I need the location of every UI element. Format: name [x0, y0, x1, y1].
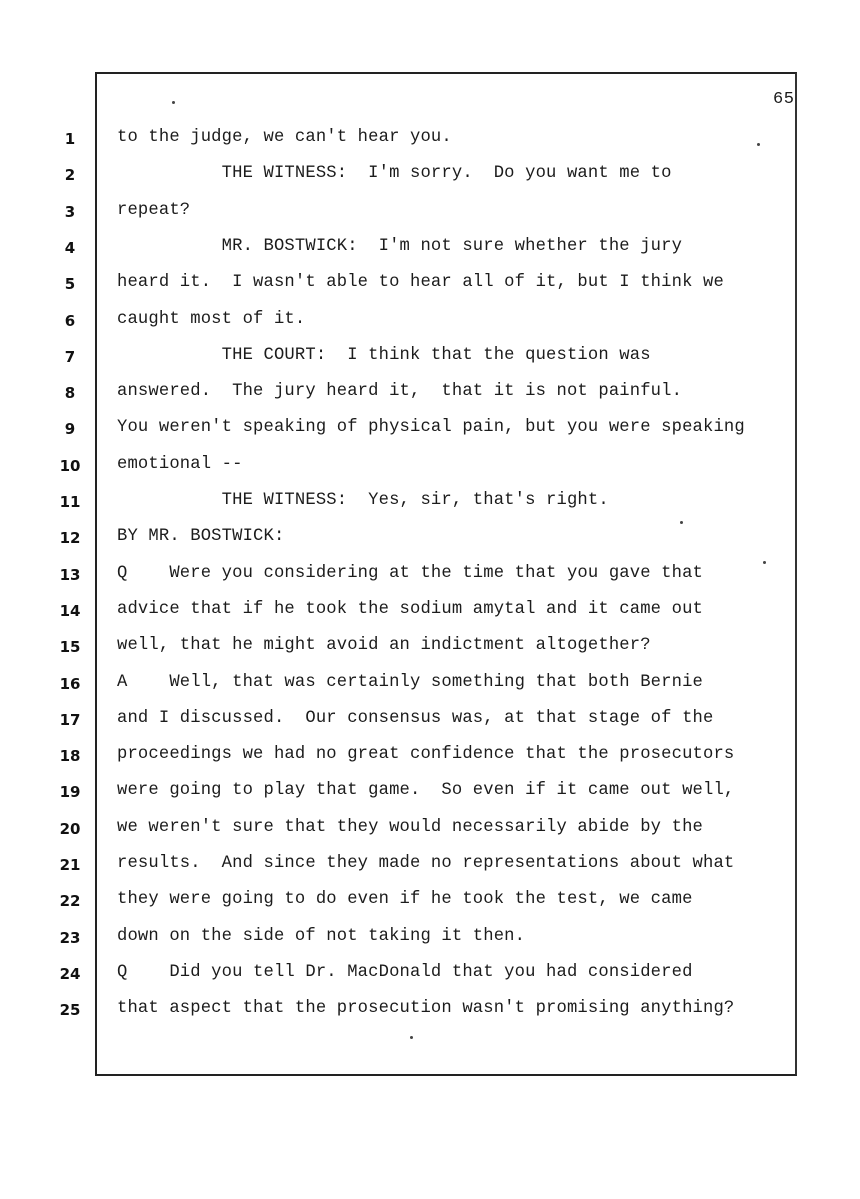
line-number: 5: [64, 275, 76, 294]
transcript-line: well, that he might avoid an indictment altogether?: [117, 636, 651, 656]
line-number: 12: [59, 529, 81, 548]
line-number: 18: [59, 747, 81, 766]
line-number: 23: [59, 928, 81, 947]
line-number: 19: [59, 783, 81, 802]
scan-speck: [763, 561, 766, 564]
transcript-line: that aspect that the prosecution wasn't promising anything?: [117, 999, 735, 1019]
transcript-line: THE COURT: I think that the question was: [117, 345, 651, 365]
line-number-rule: [95, 72, 97, 1074]
line-number: 4: [64, 238, 76, 257]
line-number: 9: [64, 420, 76, 439]
line-number: 14: [59, 601, 81, 620]
line-number: 13: [59, 565, 81, 584]
line-number: 8: [64, 384, 76, 403]
line-number: 20: [59, 819, 81, 838]
transcript-line: proceedings we had no great confidence that the prosecutors: [117, 745, 735, 765]
transcript-line: THE WITNESS: Yes, sir, that's right.: [117, 491, 609, 510]
transcript-line: down on the side of not taking it then.: [117, 926, 526, 946]
transcript-line: MR. BOSTWICK: I'm not sure whether the jury: [117, 236, 683, 256]
scan-speck: [172, 101, 175, 104]
transcript-line: A Well, that was certainly something that both Bernie: [117, 672, 703, 692]
line-number: 1: [64, 130, 76, 148]
transcript-line: Q Were you considering at the time that you gave that: [117, 563, 703, 583]
line-number: 17: [59, 710, 81, 729]
line-number: 3: [64, 202, 76, 221]
transcript-line: we weren't sure that they would necessarily abide by the: [117, 817, 703, 837]
line-number: 25: [59, 1001, 81, 1020]
transcript-line: results. And since they made no representations about what: [117, 854, 735, 873]
transcript-line: they were going to do even if he took the test, we came: [117, 890, 693, 910]
page-number: 65: [773, 90, 795, 109]
transcript-line: were going to play that game. So even if it came out well,: [117, 781, 735, 801]
line-number: 7: [64, 347, 76, 366]
transcript-line: answered. The jury heard it, that it is not painful.: [117, 382, 683, 402]
transcript-line: advice that if he took the sodium amytal and it came out: [117, 599, 703, 619]
line-number: 15: [59, 638, 81, 657]
line-number: 21: [59, 856, 81, 874]
transcript-line: and I discussed. Our consensus was, at that stage of the: [117, 708, 714, 728]
line-number: 24: [59, 964, 81, 983]
transcript-line: repeat?: [117, 200, 191, 220]
transcript-line: You weren't speaking of physical pain, but you were speaking: [117, 418, 745, 438]
scan-speck: [410, 1036, 413, 1039]
transcript-line: BY MR. BOSTWICK:: [117, 527, 285, 547]
line-number: 10: [59, 456, 81, 475]
line-number: 22: [59, 892, 81, 911]
line-number: 2: [64, 166, 76, 185]
scan-speck: [680, 521, 683, 524]
scan-speck: [757, 143, 760, 146]
transcript-line: emotional --: [117, 454, 243, 474]
line-number: 16: [59, 674, 81, 693]
line-number: 6: [64, 311, 76, 330]
transcript-line: to the judge, we can't hear you.: [117, 128, 452, 147]
transcript-line: THE WITNESS: I'm sorry. Do you want me to: [117, 164, 672, 184]
transcript-line: caught most of it.: [117, 309, 306, 329]
transcript-line: heard it. I wasn't able to hear all of it, but I think we: [117, 273, 724, 293]
line-number: 11: [59, 493, 81, 511]
transcript-line: Q Did you tell Dr. MacDonald that you had considered: [117, 962, 693, 982]
